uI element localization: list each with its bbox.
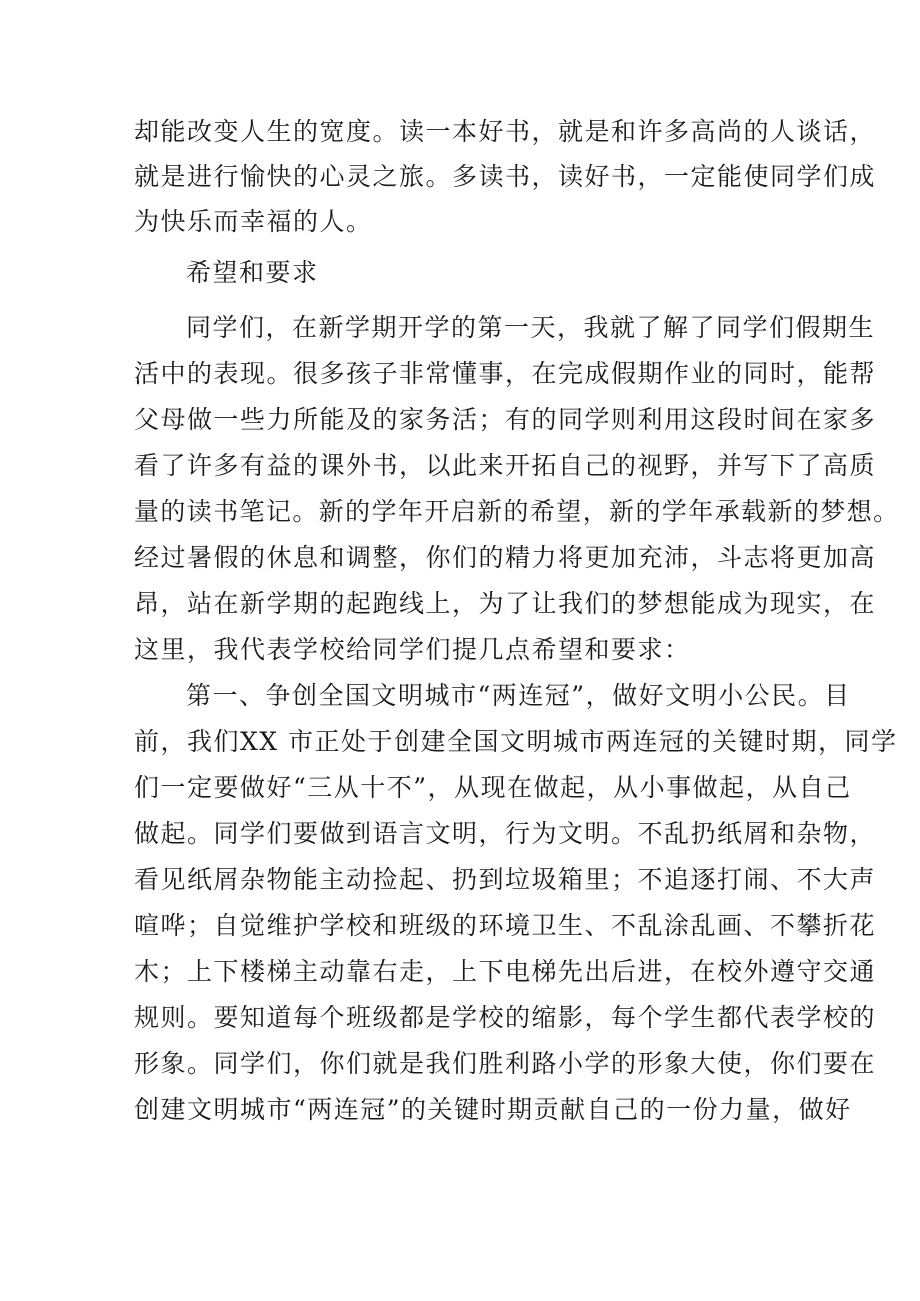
text-line: 却能改变人生的宽度。读一本好书，就是和许多高尚的人谈话， — [134, 117, 877, 146]
text-line: 活中的表现。很多孩子非常懂事，在完成假期作业的同时，能帮 — [134, 359, 877, 388]
text-line: 第一、争创全国文明城市“两连冠”，做好文明小公民。目 — [186, 681, 851, 710]
text-line: 同学们，在新学期开学的第一天，我就了解了同学们假期生 — [186, 313, 876, 342]
text-line: 创建文明城市“两连冠”的关键时期贡献自己的一份力量，做好 — [134, 1095, 852, 1124]
text-line: 看见纸屑杂物能主动捡起、扔到垃圾箱里；不追逐打闹、不大声 — [134, 865, 877, 894]
text-line: 木；上下楼梯主动靠右走，上下电梯先出后进，在校外遵守交通 — [134, 957, 877, 986]
text-line: 规则。要知道每个班级都是学校的缩影，每个学生都代表学校的 — [134, 1003, 877, 1032]
text-line: 经过暑假的休息和调整，你们的精力将更加充沛，斗志将更加高 — [134, 543, 877, 572]
text-line: 就是进行愉快的心灵之旅。多读书，读好书，一定能使同学们成 — [134, 162, 877, 191]
text-line: 为快乐而幸福的人。 — [134, 207, 373, 236]
section-heading: 希望和要求 — [186, 258, 319, 287]
text-line: 前，我们XX 市正处于创建全国文明城市两连冠的关键时期，同学 — [134, 727, 898, 756]
text-line: 昂，站在新学期的起跑线上，为了让我们的梦想能成为现实，在 — [134, 589, 877, 618]
text-line: 形象。同学们，你们就是我们胜利路小学的形象大使，你们要在 — [134, 1049, 877, 1078]
text-line: 量的读书笔记。新的学年开启新的希望，新的学年承载新的梦想。 — [134, 497, 900, 526]
text-line: 们一定要做好“三从十不”，从现在做起，从小事做起，从自己 — [134, 773, 852, 802]
text-line: 父母做一些力所能及的家务活；有的同学则利用这段时间在家多 — [134, 405, 877, 434]
text-line: 这里，我代表学校给同学们提几点希望和要求： — [134, 635, 691, 664]
text-line: 喧哗；自觉维护学校和班级的环境卫生、不乱涂乱画、不攀折花 — [134, 911, 877, 940]
text-line: 做起。同学们要做到语言文明，行为文明。不乱扔纸屑和杂物， — [134, 819, 877, 848]
text-line: 看了许多有益的课外书，以此来开拓自己的视野，并写下了高质 — [134, 451, 877, 480]
